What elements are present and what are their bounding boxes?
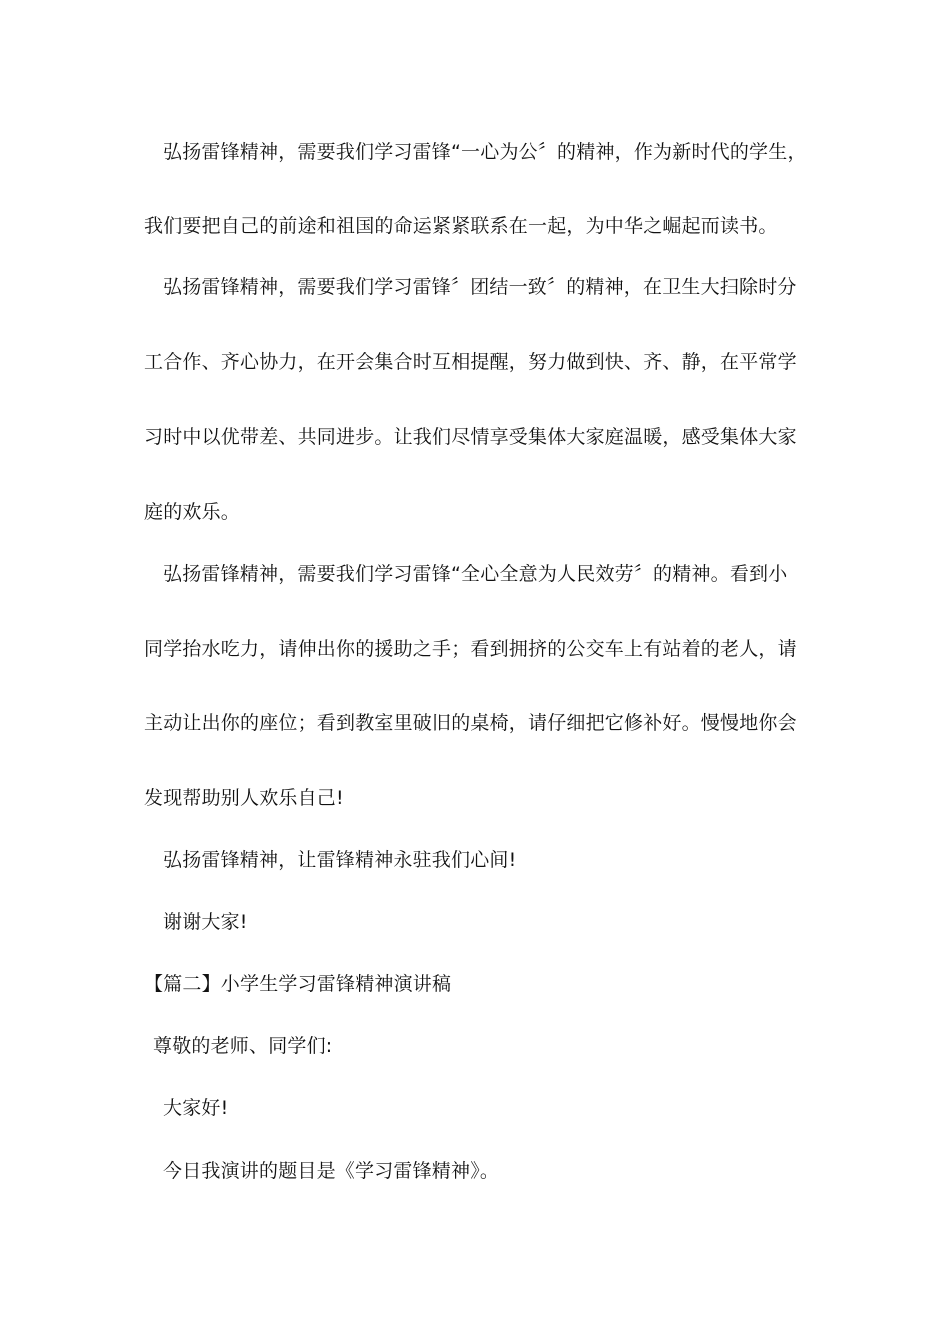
paragraph-2-line-3: 习时中以优带差、共同进步。让我们尽情享受集体大家庭温暖，感受集体大家 xyxy=(144,426,797,448)
paragraph-4: 弘扬雷锋精神，让雷锋精神永驻我们心间! xyxy=(163,849,517,871)
paragraph-3-line-2: 同学抬水吃力，请伸出你的援助之手；看到拥挤的公交车上有站着的老人，请 xyxy=(144,638,797,660)
paragraph-2-line-4: 庭的欢乐。 xyxy=(144,501,241,523)
paragraph-3-line-3: 主动让出你的座位；看到教室里破旧的桌椅，请仔细把它修补好。慢慢地你会 xyxy=(144,712,797,734)
paragraph-2-line-2: 工合作、齐心协力，在开会集合时互相提醒，努力做到快、齐、静，在平常学 xyxy=(144,351,797,373)
paragraph-1-line-2: 我们要把自己的前途和祖国的命运紧紧联系在一起，为中华之崛起而读书。 xyxy=(144,215,778,237)
section-heading: 【篇二】小学生学习雷锋精神演讲稿 xyxy=(144,973,452,995)
paragraph-1-line-1: 弘扬雷锋精神，需要我们学习雷锋“一心为公〞的精神，作为新时代的学生， xyxy=(163,141,807,163)
speech-topic: 今日我演讲的题目是《学习雷锋精神》。 xyxy=(163,1160,500,1182)
salutation: 尊敬的老师、同学们: xyxy=(153,1035,333,1057)
greeting: 大家好! xyxy=(163,1097,229,1119)
closing-thanks: 谢谢大家! xyxy=(163,911,248,933)
paragraph-3-line-1: 弘扬雷锋精神，需要我们学习雷锋“全心全意为人民效劳〞的精神。看到小 xyxy=(163,563,788,585)
paragraph-3-line-4: 发现帮助别人欢乐自己! xyxy=(144,787,344,809)
paragraph-2-line-1: 弘扬雷锋精神，需要我们学习雷锋〞团结一致〞的精神，在卫生大扫除时分 xyxy=(163,276,797,298)
